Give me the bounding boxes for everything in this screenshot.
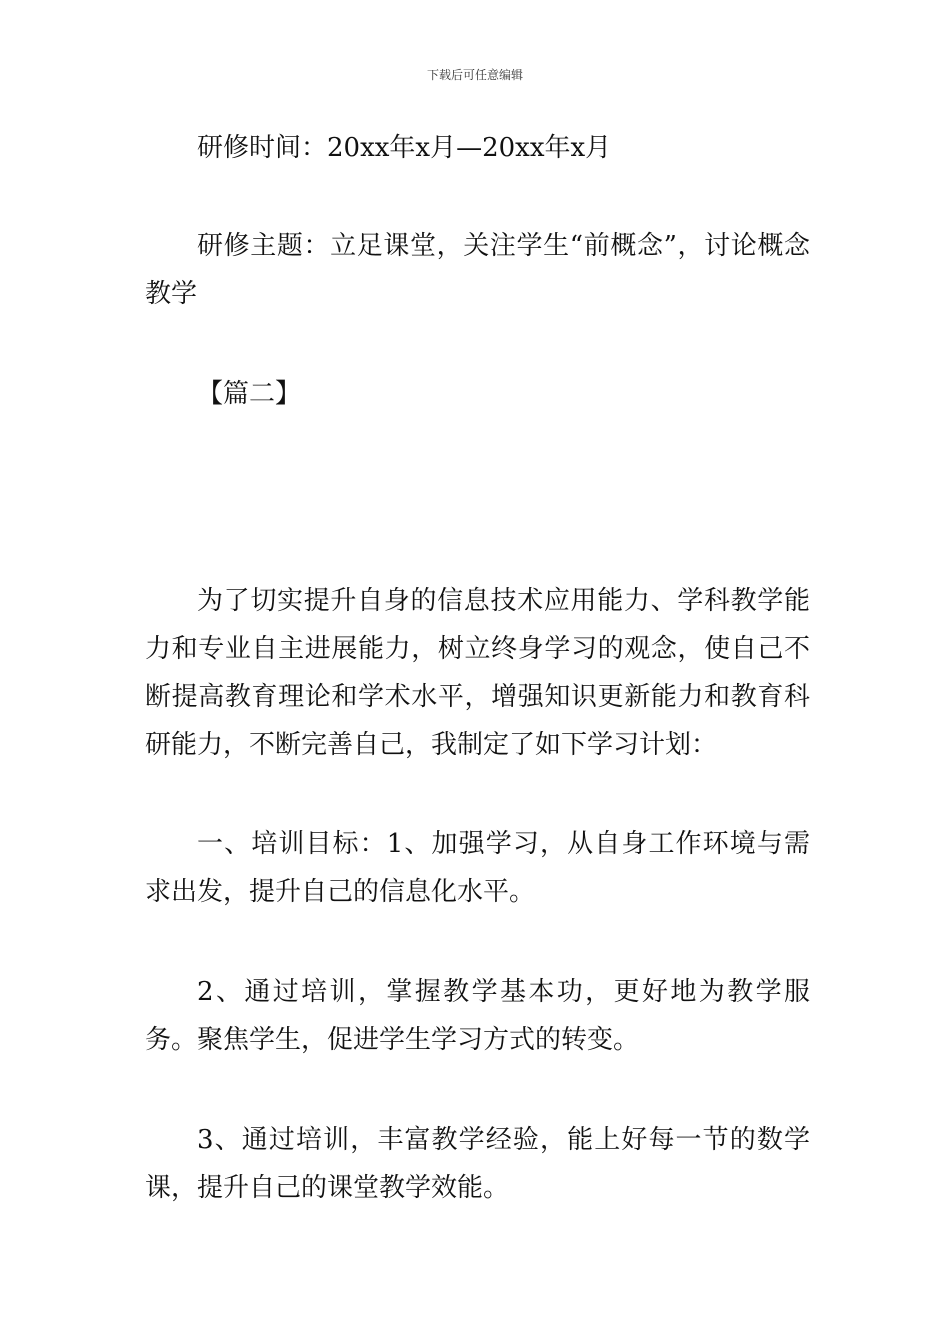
- chapter-heading: 【篇二】: [197, 379, 302, 409]
- goal-3-paragraph: 3、通过培训，丰富教学经验，能上好每一节的数学课，提升自己的课堂教学效能。: [145, 1125, 810, 1203]
- intro-paragraph: 为了切实提升自身的信息技术应用能力、学科教学能力和专业自主进展能力，树立终身学习的观念，使自己不断提高教育理论和学术水平，增强知识更新能力和教育科研能力，不断完善自己，我制定了如下学习计划：: [145, 586, 810, 760]
- header-note: 下载后可任意编辑: [426, 68, 523, 82]
- goal-1-paragraph: 一、培训目标：1、加强学习，从自身工作环境与需求出发，提升自己的信息化水平。: [145, 829, 810, 907]
- goal-2-paragraph: 2、通过培训，掌握教学基本功，更好地为教学服务。聚焦学生，促进学生学习方式的转变。: [145, 977, 810, 1055]
- study-time-paragraph: 研修时间：20xx年x月—20xx年x月: [197, 133, 612, 163]
- study-theme-paragraph: 研修主题：立足课堂，关注学生“前概念”，讨论概念教学: [145, 231, 810, 309]
